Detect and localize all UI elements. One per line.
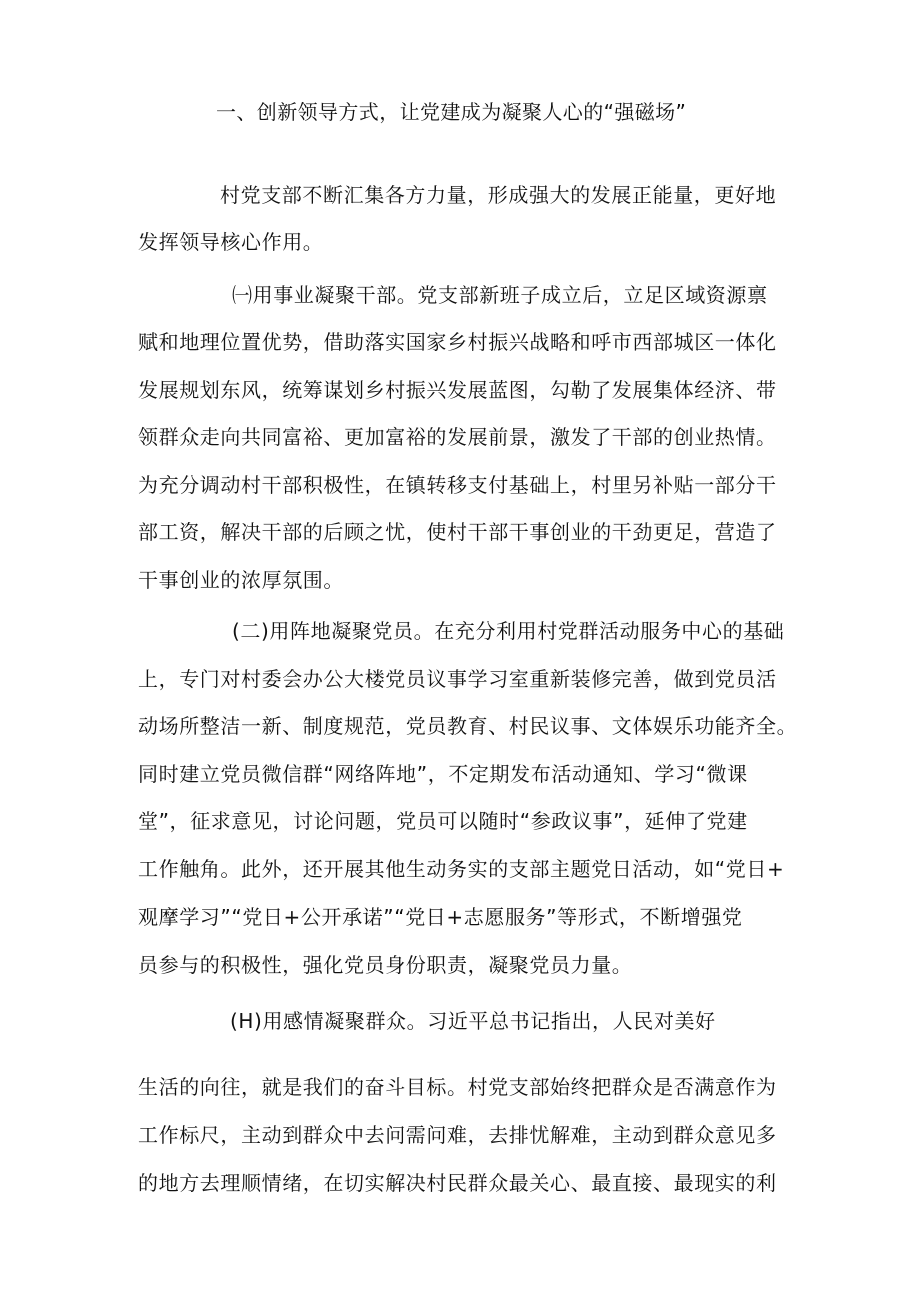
section2-line: 工作触角。此外，还开展其他生动务实的支部主题党日活动，如“党日+ xyxy=(138,857,785,881)
section1-line: 干事创业的浓厚氛围。 xyxy=(138,568,344,592)
section2-line: 堂”，征求意见，讨论问题，党员可以随时“参政议事”，延伸了党建 xyxy=(138,809,748,833)
section-heading: 一、创新领导方式，让党建成为凝聚人心的“强磁场” xyxy=(216,100,687,124)
section1-line: 领群众走向共同富裕、更加富裕的发展前景，激发了干部的创业热情。 xyxy=(138,425,777,449)
section3-line: 生活的向往，就是我们的奋斗目标。村党支部始终把群众是否满意作为 xyxy=(138,1075,777,1099)
section1-line: 赋和地理位置优势，借助落实国家乡村振兴战略和呼市西部城区一体化 xyxy=(138,330,777,354)
section2-line: 员参与的积极性，强化党员身份职责，凝聚党员力量。 xyxy=(138,953,633,977)
intro-line: 村党支部不断汇集各方力量，形成强大的发展正能量，更好地 xyxy=(220,183,777,207)
section1-line: ㈠用事业凝聚干部。党支部新班子成立后，立足区域资源禀 xyxy=(232,283,768,307)
section2-line: 观摩学习”“党日+公开承诺”“党日+志愿服务”等形式，不断增强党 xyxy=(138,905,743,929)
section3-line: 的地方去理顺情绪，在切实解决村民群众最关心、最直接、最现实的利 xyxy=(138,1171,777,1195)
section2-line: 动场所整洁一新、制度规范，党员教育、村民议事、文体娱乐功能齐全。 xyxy=(138,714,798,738)
section3-line: 工作标尺，主动到群众中去问需问难，去排忧解难，主动到群众意见多 xyxy=(138,1123,777,1147)
section2-line: (二)用阵地凝聚党员。在充分利用村党群活动服务中心的基础 xyxy=(232,619,785,643)
section2-line: 同时建立党员微信群“网络阵地”，不定期发布活动通知、学习“微课 xyxy=(138,762,748,786)
section1-line: 部工资，解决干部的后顾之忧，使村干部干事创业的干劲更足，营造了 xyxy=(138,520,777,544)
section2-line: 上，专门对村委会办公大楼党员议事学习室重新装修完善，做到党员活 xyxy=(138,667,777,691)
section1-line: 为充分调动村干部积极性，在镇转移支付基础上，村里另补贴一部分干 xyxy=(138,473,777,497)
intro-line: 发挥领导核心作用。 xyxy=(138,230,324,254)
section3-line: (H)用感情凝聚群众。习近平总书记指出，人民对美好 xyxy=(230,1009,716,1033)
section1-line: 发展规划东风，统筹谋划乡村振兴发展蓝图，勾勒了发展集体经济、带 xyxy=(138,378,777,402)
